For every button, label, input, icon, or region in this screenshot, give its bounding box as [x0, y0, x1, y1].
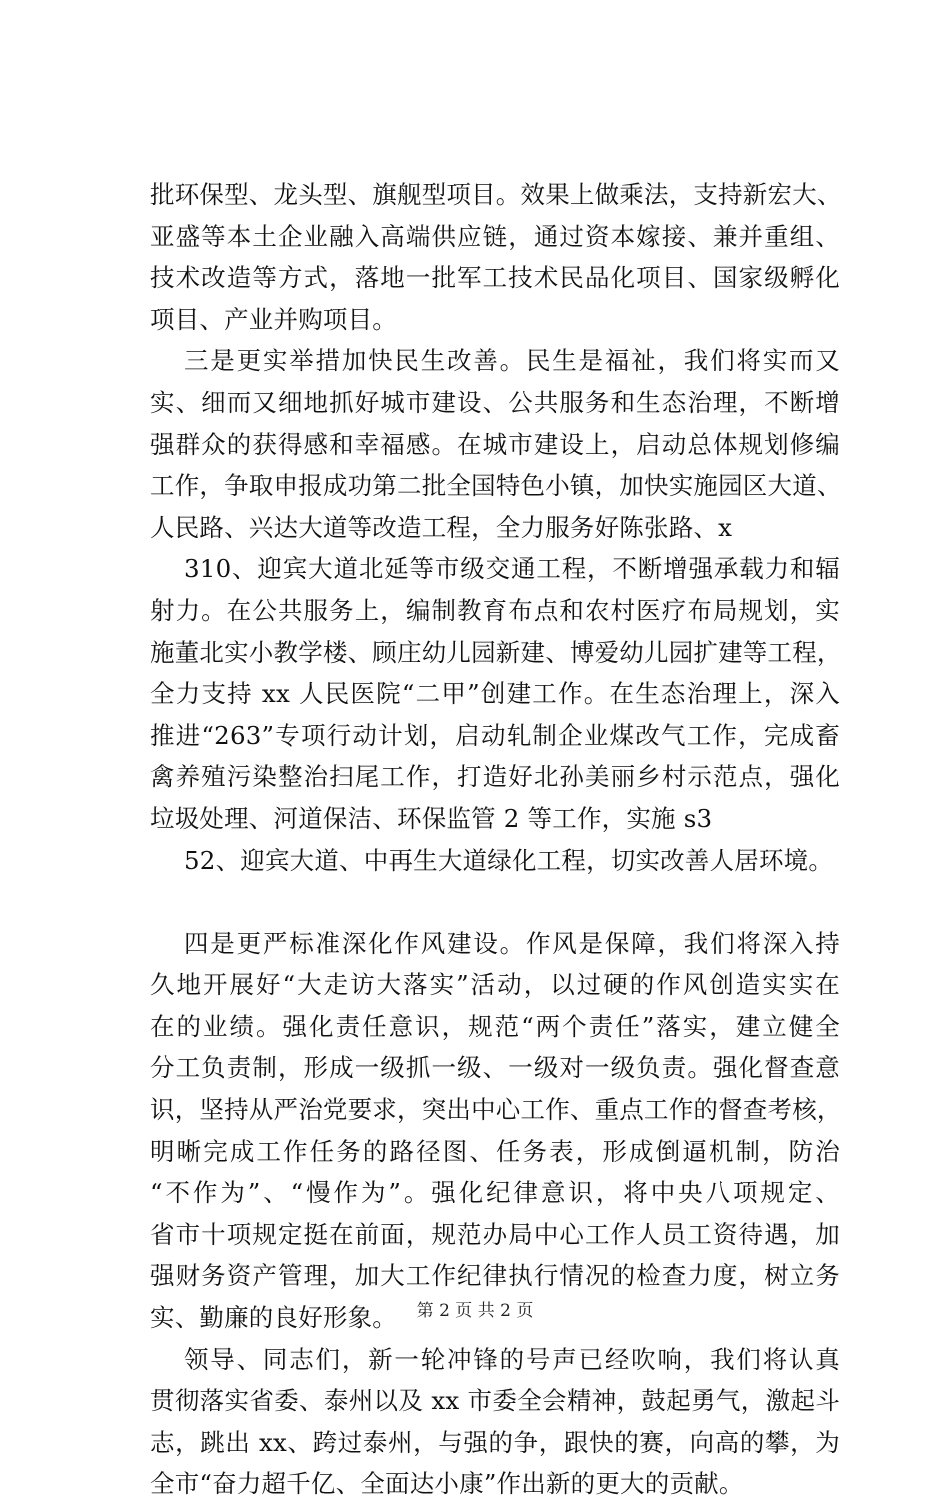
paragraph-start-line: 三是更实举措加快民生改善。民生是福祉，我们将实而又	[184, 346, 840, 376]
text-line: 实、勤廉的良好形象。	[150, 1303, 397, 1333]
text-line: 全力支持 xx 人民医院“二甲”创建工作。在生态治理上，深入	[150, 679, 840, 709]
text-line: 省市十项规定挺在前面，规范办局中心工作人员工资待遇，加	[150, 1219, 840, 1249]
text-line: 实、细而又细地抓好城市建设、公共服务和生态治理，不断增	[150, 387, 840, 417]
text-line: 强群众的获得感和幸福感。在城市建设上，启动总体规划修编	[150, 429, 840, 459]
text-line: 分工负责制，形成一级抓一级、一级对一级负责。强化督查意	[150, 1053, 840, 1083]
paragraph-start-line: 领导、同志们，新一轮冲锋的号声已经吹响，我们将认真	[184, 1344, 840, 1374]
text-line: “不作为”、“慢作为”。强化纪律意识，将中央八项规定、	[150, 1178, 840, 1208]
text-line: 贯彻落实省委、泰州以及 xx 市委全会精神，鼓起勇气，激起斗	[150, 1386, 840, 1416]
text-line: 技术改造等方式，落地一批军工技术民品化项目、国家级孵化	[150, 263, 840, 293]
text-line: 批环保型、龙头型、旗舰型项目。效果上做乘法，支持新宏大、	[150, 180, 842, 209]
page-number-footer: 第 2 页 共 2 页	[416, 1301, 534, 1321]
text-line: 久地开展好“大走访大落实”活动，以过硬的作风创造实实在	[150, 970, 840, 1000]
text-line: 志，跳出 xx、跨过泰州，与强的争，跟快的赛，向高的攀，为	[150, 1427, 840, 1457]
text-line: 禽养殖污染整治扫尾工作，打造好北孙美丽乡村示范点，强化	[150, 762, 840, 792]
text-line: 射力。在公共服务上，编制教育布点和农村医疗布局规划，实	[150, 595, 840, 625]
text-line: 人民路、兴达大道等改造工程，全力服务好陈张路、x	[150, 512, 733, 542]
text-line: 项目、产业并购项目。	[150, 304, 397, 334]
text-line: 强财务资产管理，加大工作纪律执行情况的检查力度，树立务	[150, 1261, 840, 1291]
text-line: 工作，争取申报成功第二批全国特色小镇，加快实施园区大道、	[150, 471, 842, 501]
text-line: 识，坚持从严治党要求，突出中心工作、重点工作的督查考核，	[150, 1095, 842, 1125]
paragraph-start-line: 四是更严标准深化作风建设。作风是保障，我们将深入持	[184, 928, 840, 958]
text-line: 推进“263”专项行动计划，启动轧制企业煤改气工作，完成畜	[150, 720, 840, 750]
paragraph-gap	[150, 881, 840, 923]
text-line: 全市“奋力超千亿、全面达小康”作出新的更大的贡献。	[150, 1469, 744, 1499]
text-line: 在的业绩。强化责任意识，规范“两个责任”落实，建立健全	[150, 1011, 840, 1041]
text-line: 明晰完成工作任务的路径图、任务表，形成倒逼机制，防治	[150, 1136, 840, 1166]
text-line: 亚盛等本土企业融入高端供应链，通过资本嫁接、兼并重组、	[150, 221, 840, 251]
text-line: 垃圾处理、河道保洁、环保监管 2 等工作，实施 s3	[150, 803, 713, 833]
paragraph-start-line: 310、迎宾大道北延等市级交通工程，不断增强承载力和辐	[184, 554, 840, 584]
text-line: 施董北实小教学楼、顾庄幼儿园新建、博爱幼儿园扩建等工程，	[150, 637, 842, 667]
paragraph-start-line: 52、迎宾大道、中再生大道绿化工程，切实改善人居环境。	[184, 845, 834, 875]
